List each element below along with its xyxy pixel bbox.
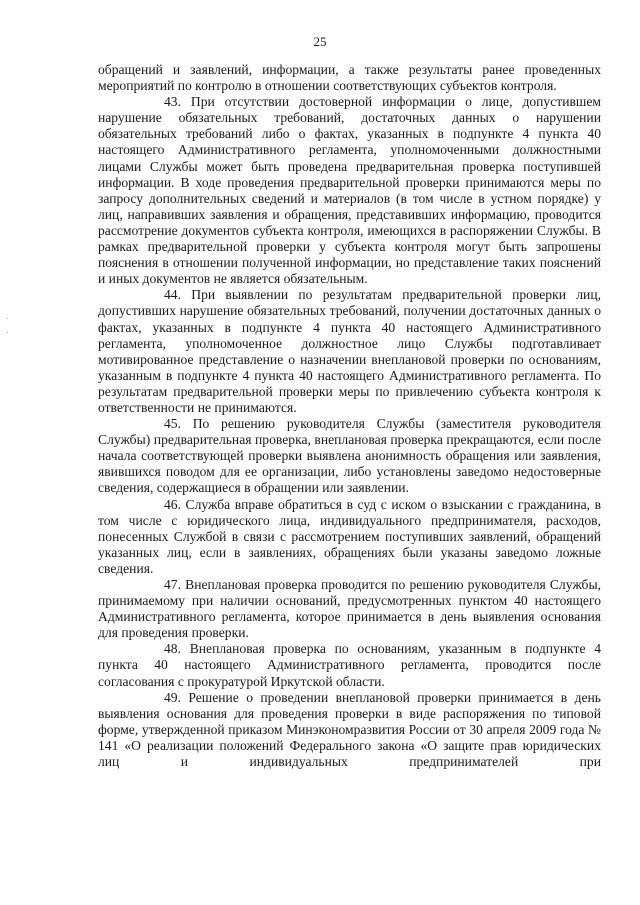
scan-artifact [7,332,8,333]
paragraph-43: 43. При отсутствии достоверной информации о лице, допустившем нарушение обязательных требований, достаточных данных о нарушении обязательных требований либо о фактах, указанных в подпункте 4 пункта 40 настоящего Административного регламента, уполномоченными должностными лицами Службы может быть проведена предварительная проверка поступившей информации. В ходе проведения предварительной проверки принимаются меры по запросу дополнительных сведений и материалов (в том числе в устном порядке) у лиц, направивших заявления и обращения, представивших информацию, проводится рассмотрение документов субъекта контроля, имеющихся в распоряжении Службы. В рамках предварительной проверки у субъекта контроля могут быть запрошены пояснения в отношении полученной информации, но представление таких пояснений и иных документов не является обязательным. [98,94,601,287]
paragraph-46: 46. Служба вправе обратиться в суд с иском о взыскании с гражданина, в том числе с юридического лица, индивидуального предпринимателя, расходов, понесенных Службой в связи с рассмотрением поступивших заявлений, обращений указанных лиц, если в заявлениях, обращениях были указаны заведомо ложные сведения. [98,496,601,576]
paragraph-48: 48. Внеплановая проверка по основаниям, указанным в подпункте 4 пункта 40 настоящего Административного регламента, проводится после согласования с прокуратурой Иркутской области. [98,641,601,689]
paragraph-45: 45. По решению руководителя Службы (заместителя руководителя Службы) предварительная проверка, внеплановая проверка прекращаются, если после начала соответствующей проверки выявлена анонимность обращения или заявления, явившихся поводом для ее организации, либо установлены заведомо недостоверные сведения, содержащиеся в обращении или заявлении. [98,416,601,496]
paragraph-continuation: обращений и заявлений, информации, а также результаты ранее проведенных мероприятий по контролю в отношении соответствующих субъектов контроля. [98,62,601,94]
paragraph-49: 49. Решение о проведении внеплановой проверки принимается в день выявления основания для проведения проверки в виде распоряжения по типовой форме, утвержденной приказом Минэкономразвития России от 30 апреля 2009 года № 141 «О реализации положений Федерального закона «О защите прав юридических лиц и индивидуальных предпринимателей при [98,689,601,770]
paragraph-44: 44. При выявлении по результатам предварительной проверки лиц, допустивших нарушение обязательных требований, получении достаточных данных о фактах, указанных в подпункте 4 пункта 40 настоящего Административного регламента, уполномоченное должностное лицо Службы подготавливает мотивированное представление о назначении внеплановой проверки по основаниям, указанным в подпункте 4 пункта 40 настоящего Административного регламента. По результатам предварительной проверки меры по привлечению субъекта контроля к ответственности не принимаются. [98,287,601,415]
paragraph-47: 47. Внеплановая проверка проводится по решению руководителя Службы, принимаемому при наличии оснований, предусмотренных пунктом 40 настоящего Административного регламента, которое принимается в день выявления основания для проведения проверки. [98,577,601,641]
page-number: 25 [313,34,327,49]
scan-artifact [7,318,8,319]
document-body [98,62,601,770]
